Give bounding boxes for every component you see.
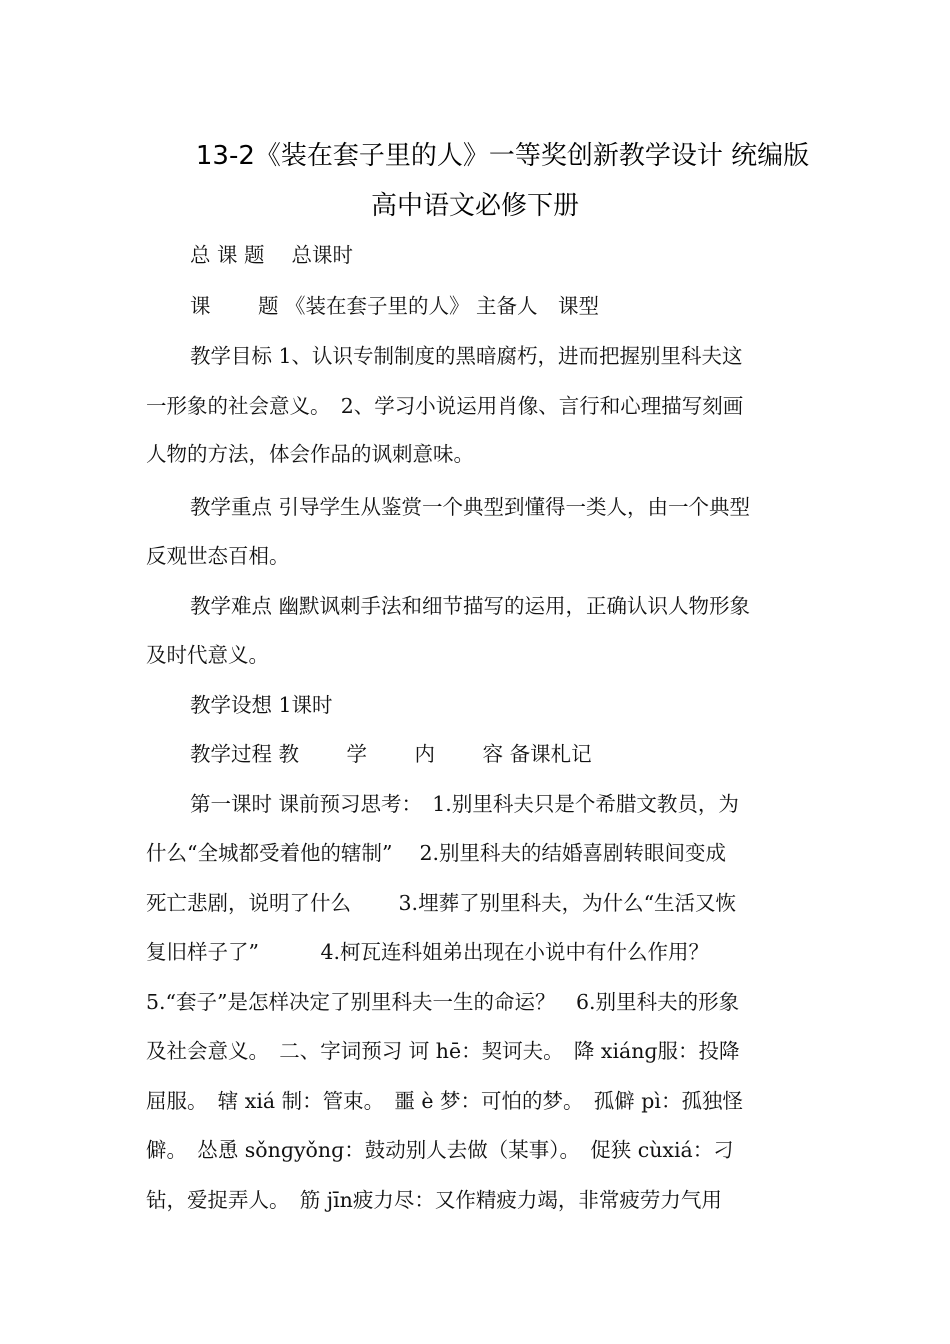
paragraph-line: 教学过程 教 学 内 容 备课札记 (190, 742, 592, 766)
paragraph-line: 教学目标 1、认识专制制度的黑暗腐朽，进而把握别里科夫这 (190, 344, 743, 368)
paragraph-line: 一形象的社会意义。 2、学习小说运用肖像、言行和心理描写刻画 (146, 394, 744, 418)
paragraph-line: 5.“套子”是怎样决定了别里科夫一生的命运？ 6.别里科夫的形象 (146, 990, 740, 1014)
paragraph-line: 复旧样子了” 4.柯瓦连科姐弟出现在小说中有什么作用？ (146, 940, 710, 964)
header-row-topic: 课 题 《装在套子里的人》 主备人 课型 (190, 294, 600, 318)
paragraph-line: 钻，爱捉弄人。 筋 jīn疲力尽：又作精疲力竭，非常疲劳力气用 (146, 1188, 722, 1212)
paragraph-line: 第一课时 课前预习思考： 1.别里科夫只是个希腊文教员，为 (190, 792, 739, 816)
paragraph-line: 教学设想 1课时 (190, 693, 333, 717)
paragraph-line: 反观世态百相。 (146, 544, 290, 568)
paragraph-line: 及社会意义。 二、字词预习 诃 hē：契诃夫。 降 xiánɡ服：投降 (146, 1039, 740, 1063)
document-title-line-2: 高中语文必修下册 (370, 191, 579, 221)
paragraph-line: 教学难点 幽默讽刺手法和细节描写的运用，正确认识人物形象 (190, 594, 751, 618)
paragraph-line: 僻。 怂恿 sǒnɡyǒnɡ：鼓动别人去做（某事）。 促狭 cùxiá：刁 (146, 1138, 734, 1162)
paragraph-line: 屈服。 辖 xiá 制：管束。 噩 è 梦：可怕的梦。 孤僻 pì：孤独怪 (146, 1089, 743, 1113)
paragraph-line: 教学重点 引导学生从鉴赏一个典型到懂得一类人，由一个典型 (190, 495, 751, 519)
paragraph-line: 什么“全城都受着他的辖制” 2.别里科夫的结婚喜剧转眼间变成 (146, 841, 727, 865)
document-title-line-1: 13-2《装在套子里的人》一等奖创新教学设计 统编版 (195, 141, 810, 171)
header-row-course: 总 课 题 总课时 (190, 243, 354, 267)
paragraph-line: 及时代意义。 (146, 643, 269, 667)
paragraph-line: 死亡悲剧，说明了什么 3.埋葬了别里科夫，为什么“生活又恢 (146, 891, 737, 915)
paragraph-line: 人物的方法，体会作品的讽刺意味。 (146, 442, 474, 466)
